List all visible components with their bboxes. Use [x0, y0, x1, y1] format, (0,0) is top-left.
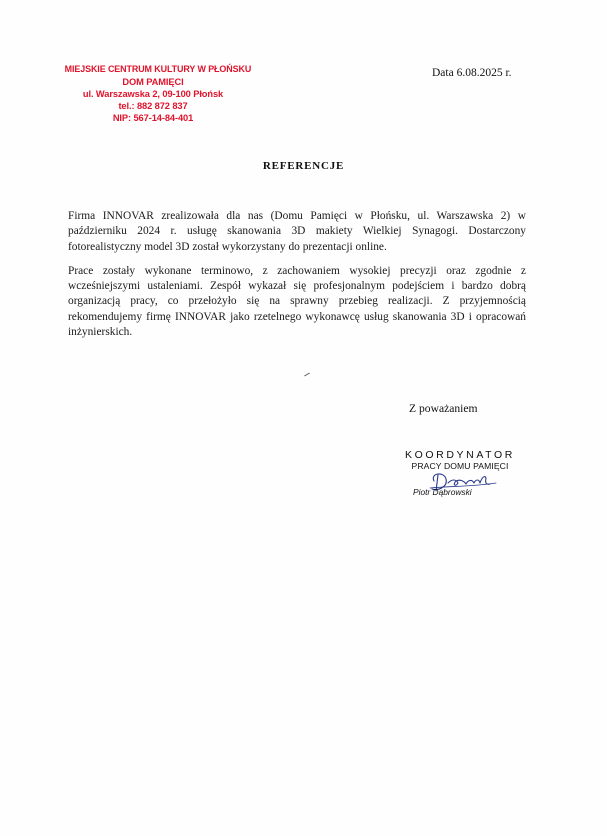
stamp-line-address: ul. Warszawska 2, 09-100 Płońsk: [82, 89, 224, 99]
stamp-line-name: DOM PAMIĘCI: [122, 77, 184, 87]
stray-mark: [304, 373, 310, 377]
body-paragraph: Firma INNOVAR zrealizowała dla nas (Domu Pamięci w Płońsku, ul. Warszawska 2) w październiku 2024 r. usługę skanowania 3D makiety Wielkiej Synagogi. Dostarczony fotorealistyczny model 3D został wykorzystany do prezentacji online.: [68, 210, 526, 253]
signature-role: KOORDYNATOR: [405, 449, 515, 461]
closing-phrase: Z poważaniem: [409, 402, 478, 415]
stamp-line-phone: tel.: 882 872 837: [118, 101, 188, 111]
stamp-line-nip: NIP: 567-14-84-401: [112, 113, 194, 123]
institution-stamp: [58, 64, 252, 124]
signature-organization: PRACY DOMU PAMIĘCI: [411, 461, 509, 471]
document-date: Data 6.08.2025 r.: [432, 67, 512, 79]
signatory-name: Piotr Dąbrowski: [413, 487, 472, 497]
document-heading: REFERENCJE: [262, 160, 345, 172]
body-paragraph: Prace zostały wykonane terminowo, z zachowaniem wysokiej precyzji oraz zgodnie z wcześniejszymi ustaleniami. Zespół wykazał się profesjonalnym podejściem i bardzo dobrą organizacją pracy, co przełożyło się na sprawny przebieg realizacji. Z przyjemnością rekomendujemy firmę INNOVAR jako rzetelnego wykonawcę usług skanowania 3D i opracowań inżynierskich.: [68, 264, 526, 339]
document-body: [68, 209, 526, 349]
stamp-line-institution: MIEJSKIE CENTRUM KULTURY W PŁOŃSKU: [64, 64, 252, 75]
